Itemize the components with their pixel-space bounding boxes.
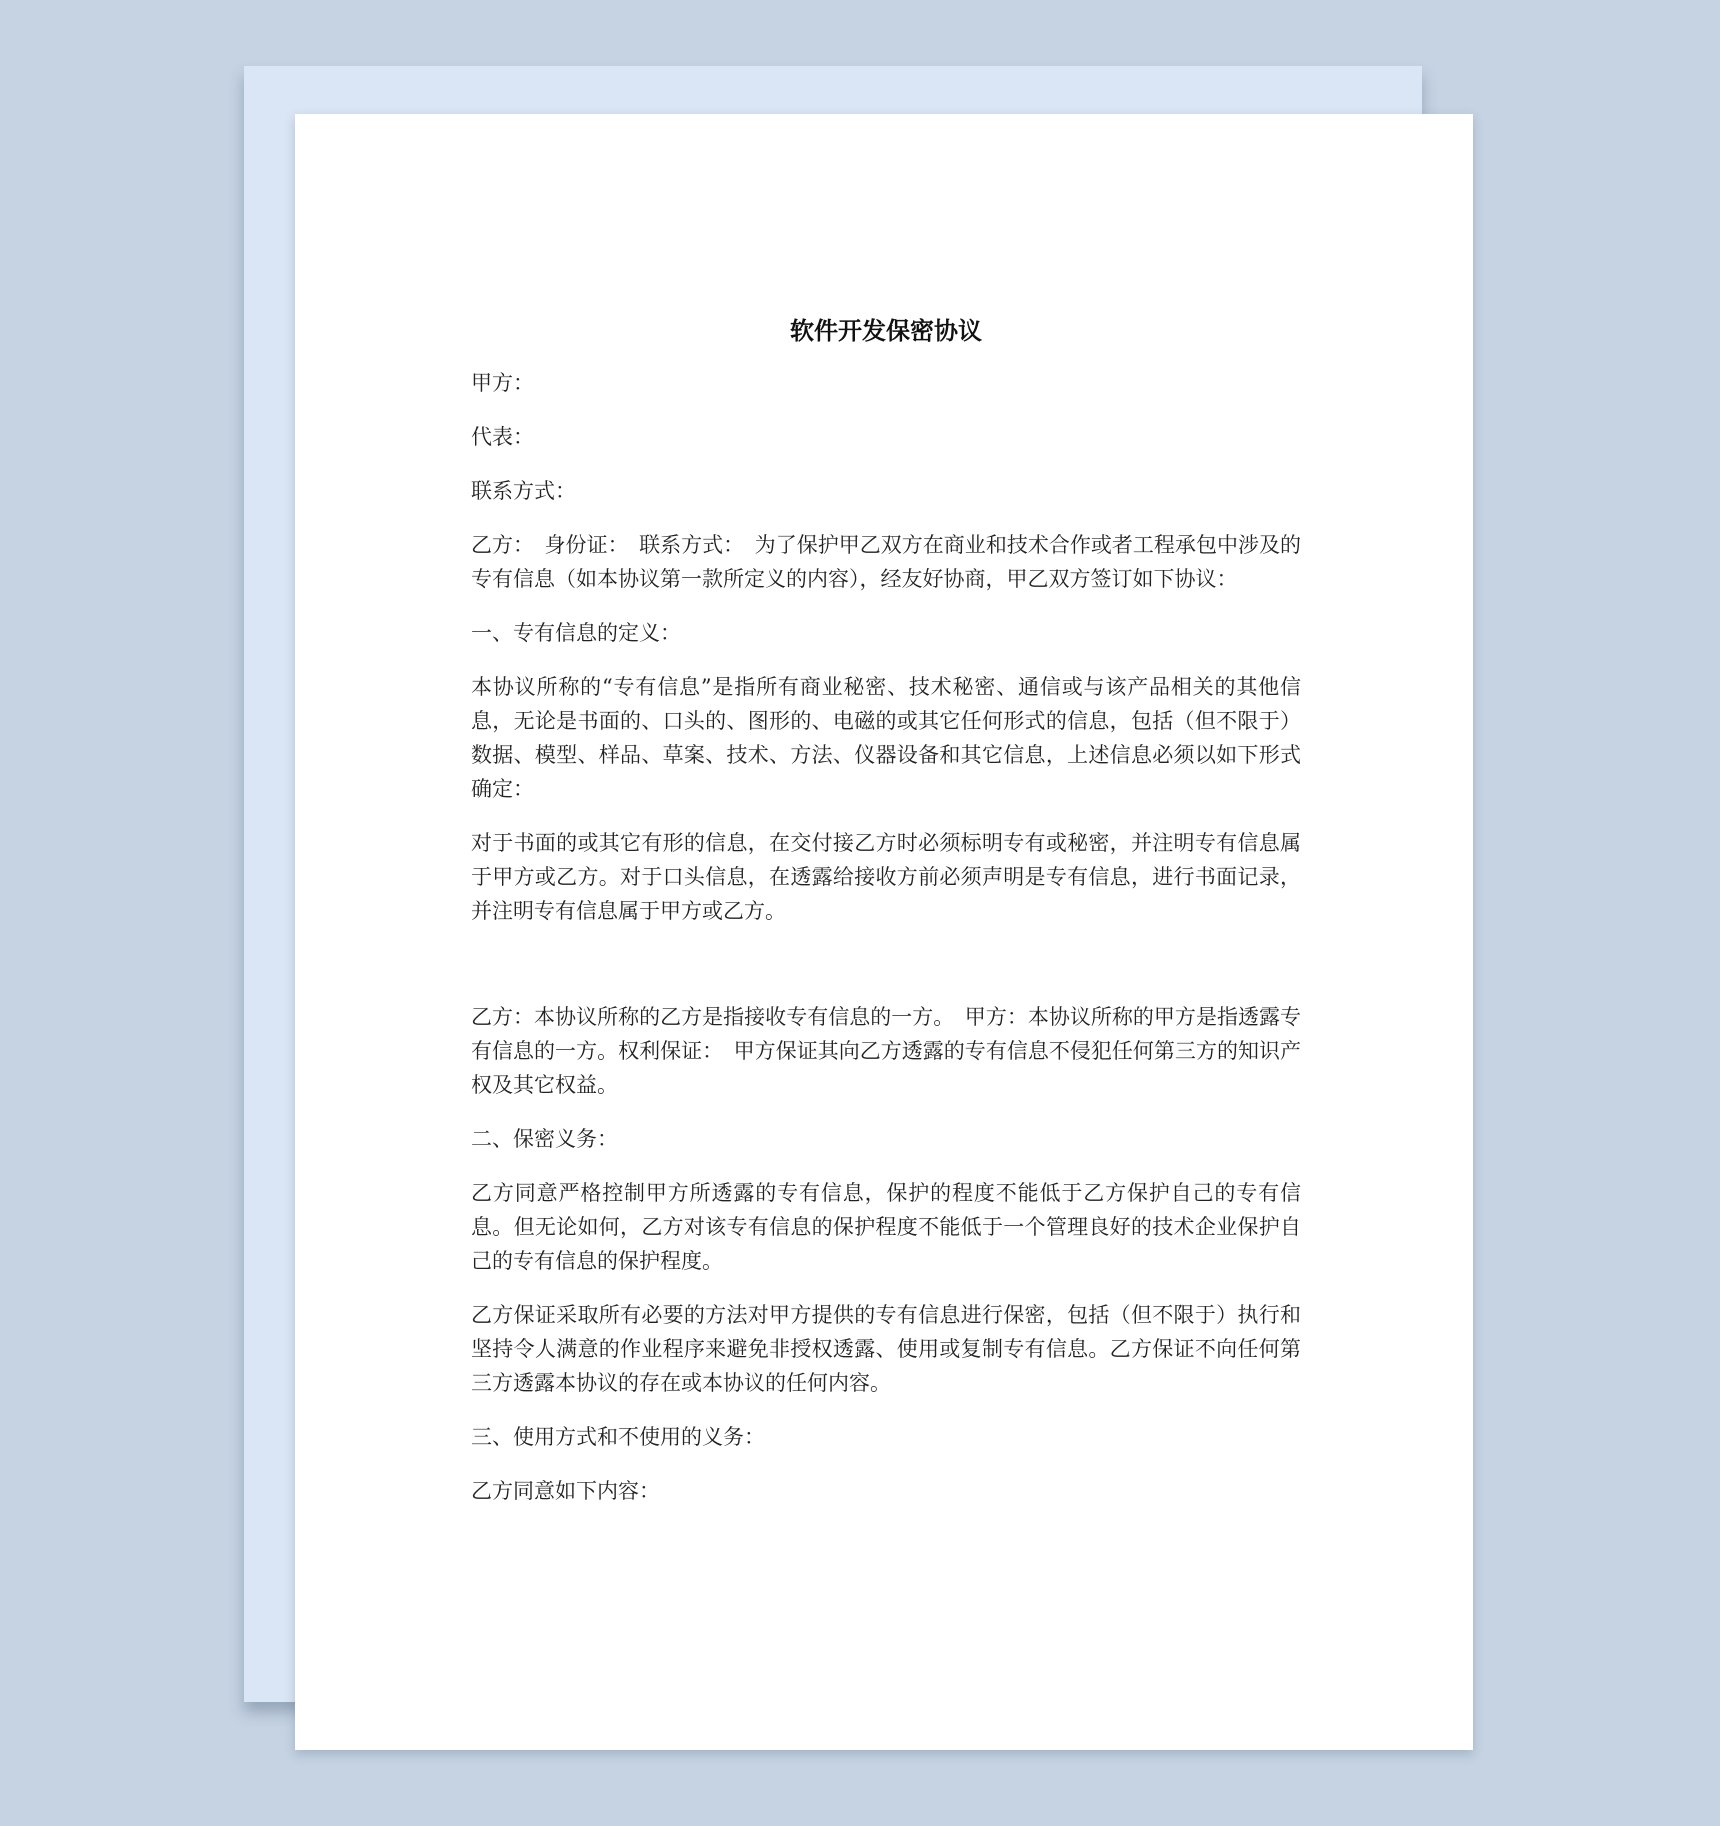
- confidentiality-paragraph-1: 乙方同意严格控制甲方所透露的专有信息，保护的程度不能低于乙方保护自己的专有信息。但无论如何，乙方对该专有信息的保护程度不能低于一个管理良好的技术企业保护自己的专有信息的保护程度。: [471, 1181, 1301, 1273]
- party-b-intro-paragraph: 乙方： 身份证： 联系方式： 为了保护甲乙双方在商业和技术合作或者工程承包中涉及的专有信息（如本协议第一款所定义的内容），经友好协商，甲乙双方签订如下协议：: [471, 533, 1301, 591]
- document-body: [471, 314, 1301, 1528]
- parties-definition-paragraph: 乙方：本协议所称的乙方是指接收专有信息的一方。 甲方：本协议所称的甲方是指透露专有信息的一方。权利保证： 甲方保证其向乙方透露的专有信息不侵犯任何第三方的知识产权及其它权益。: [471, 1005, 1301, 1097]
- definition-paragraph: 本协议所称的“专有信息”是指所有商业秘密、技术秘密、通信或与该产品相关的其他信息，无论是书面的、口头的、图形的、电磁的或其它任何形式的信息，包括（但不限于）数据、模型、样品、草案、技术、方法、仪器设备和其它信息，上述信息必须以如下形式确定：: [471, 675, 1301, 801]
- document-page: [295, 114, 1473, 1750]
- representative-line: 代表：: [471, 425, 534, 449]
- section-heading-1: 一、专有信息的定义：: [471, 621, 681, 645]
- blank-space: [471, 948, 1301, 1000]
- confidentiality-paragraph-2: 乙方保证采取所有必要的方法对甲方提供的专有信息进行保密，包括（但不限于）执行和坚持令人满意的作业程序来避免非授权透露、使用或复制专有信息。乙方保证不向任何第三方透露本协议的存在或本协议的任何内容。: [471, 1303, 1301, 1395]
- contact-line: 联系方式：: [471, 479, 576, 503]
- party-a-line: 甲方：: [471, 371, 534, 395]
- document-title: 软件开发保密协议: [790, 317, 982, 345]
- section-heading-3: 三、使用方式和不使用的义务：: [471, 1425, 765, 1449]
- usage-intro-line: 乙方同意如下内容：: [471, 1479, 660, 1503]
- section-heading-2: 二、保密义务：: [471, 1127, 618, 1151]
- tangible-info-paragraph: 对于书面的或其它有形的信息，在交付接乙方时必须标明专有或秘密，并注明专有信息属于甲方或乙方。对于口头信息，在透露给接收方前必须声明是专有信息，进行书面记录，并注明专有信息属于甲方或乙方。: [471, 831, 1301, 923]
